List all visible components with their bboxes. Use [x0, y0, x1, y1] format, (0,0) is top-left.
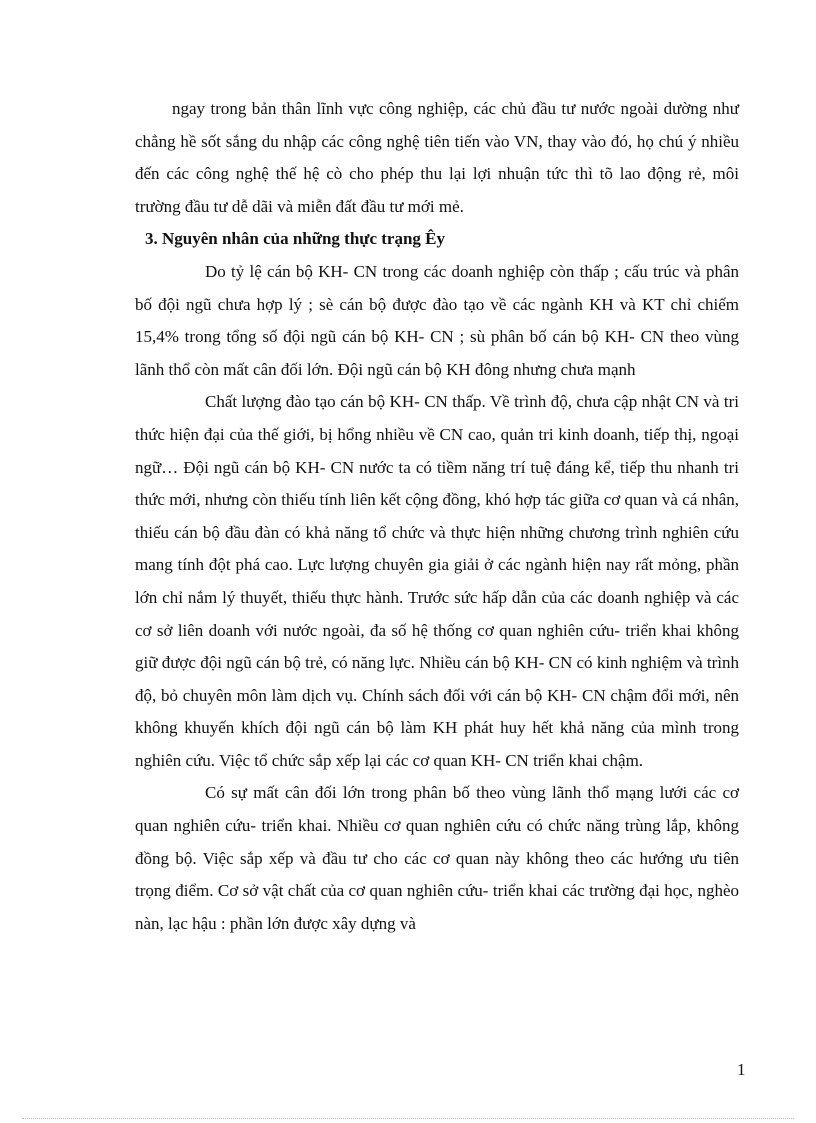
paragraph-staff-ratio: Do tỷ lệ cán bộ KH- CN trong các doanh nghiệp còn thấp ; cấu trúc và phân bố đội ngũ chưa hợp lý ; sè cán bộ được đào tạo về các ngành KH và KT chỉ chiếm 15,4% trong tổng số đội ngũ cán bộ KH- CN ; sù phân bố cán bộ KH- CN theo vùng lãnh thổ còn mất cân đối lớn. Đội ngũ cán bộ KH đông nhưng chưa mạnh — [135, 261, 739, 379]
page-number: 1 — [737, 1060, 746, 1079]
page-body — [135, 93, 739, 940]
paragraph-regional-imbalance: Có sự mất cân đối lớn trong phân bố theo vùng lãnh thổ mạng lưới các cơ quan nghiên cứu- triển khai. Nhiều cơ quan nghiên cứu có chức năng trùng lắp, không đồng bộ. Việc sắp xếp và đầu tư cho các cơ quan này không theo các hướng ưu tiên trọng điểm. Cơ sở vật chất của cơ quan nghiên cứu- triển khai các trường đại học, nghèo nàn, lạc hậu : phần lớn được xây dựng và — [135, 783, 739, 933]
paragraph-continued: ngay trong bản thân lĩnh vực công nghiệp, các chủ đầu tư nước ngoài dường như chẳng hề sốt sắng du nhập các công nghệ tiên tiến vào VN, thay vào đó, họ chú ý nhiều đến các công nghệ thế hệ cò cho phép thu lại lợi nhuận tức thì tõ lao động rẻ, môi trường đầu tư dễ dãi và miễn đất đầu tư mới mẻ. — [135, 99, 739, 216]
section-heading: 3. Nguyên nhân của những thực trạng Êy — [145, 229, 446, 249]
paragraph-training-quality: Chất lượng đào tạo cán bộ KH- CN thấp. Về trình độ, chưa cập nhật CN và tri thức hiện đại của thế giới, bị hổng nhiều về CN cao, quản tri kinh doanh, tiếp thị, ngoại ngữ… Đội ngũ cán bộ KH- CN nước ta có tiềm năng trí tuệ đáng kể, tiếp thu nhanh tri thức mới, nhưng còn thiếu tính liên kết cộng đồng, khó hợp tác giữa cơ quan và cá nhân, thiếu cán bộ đầu đàn có khả năng tổ chức và thực hiện những chương trình nghiên cứu mang tính đột phá cao. Lực lượng chuyên gia giải ở các ngành hiện nay rất mỏng, phần lớn chỉ nắm lý thuyết, thiếu thực hành. Trước sức hấp dẫn của các doanh nghiệp và các cơ sở liên doanh với nước ngoài, đa số hệ thống cơ quan nghiên cứu- triển khai không giữ được đội ngũ cán bộ trẻ, có năng lực. Nhiều cán bộ KH- CN có kinh nghiệm và trình độ, bỏ chuyên môn làm dịch vụ. Chính sách đối với cán bộ KH- CN chậm đổi mới, nên không khuyến khích đội ngũ cán bộ làm KH phát huy hết khả năng của mình trong nghiên cứu. Việc tổ chức sắp xếp lại các cơ quan KH- CN triển khai chậm. — [135, 392, 739, 770]
footer-divider — [22, 1118, 794, 1119]
